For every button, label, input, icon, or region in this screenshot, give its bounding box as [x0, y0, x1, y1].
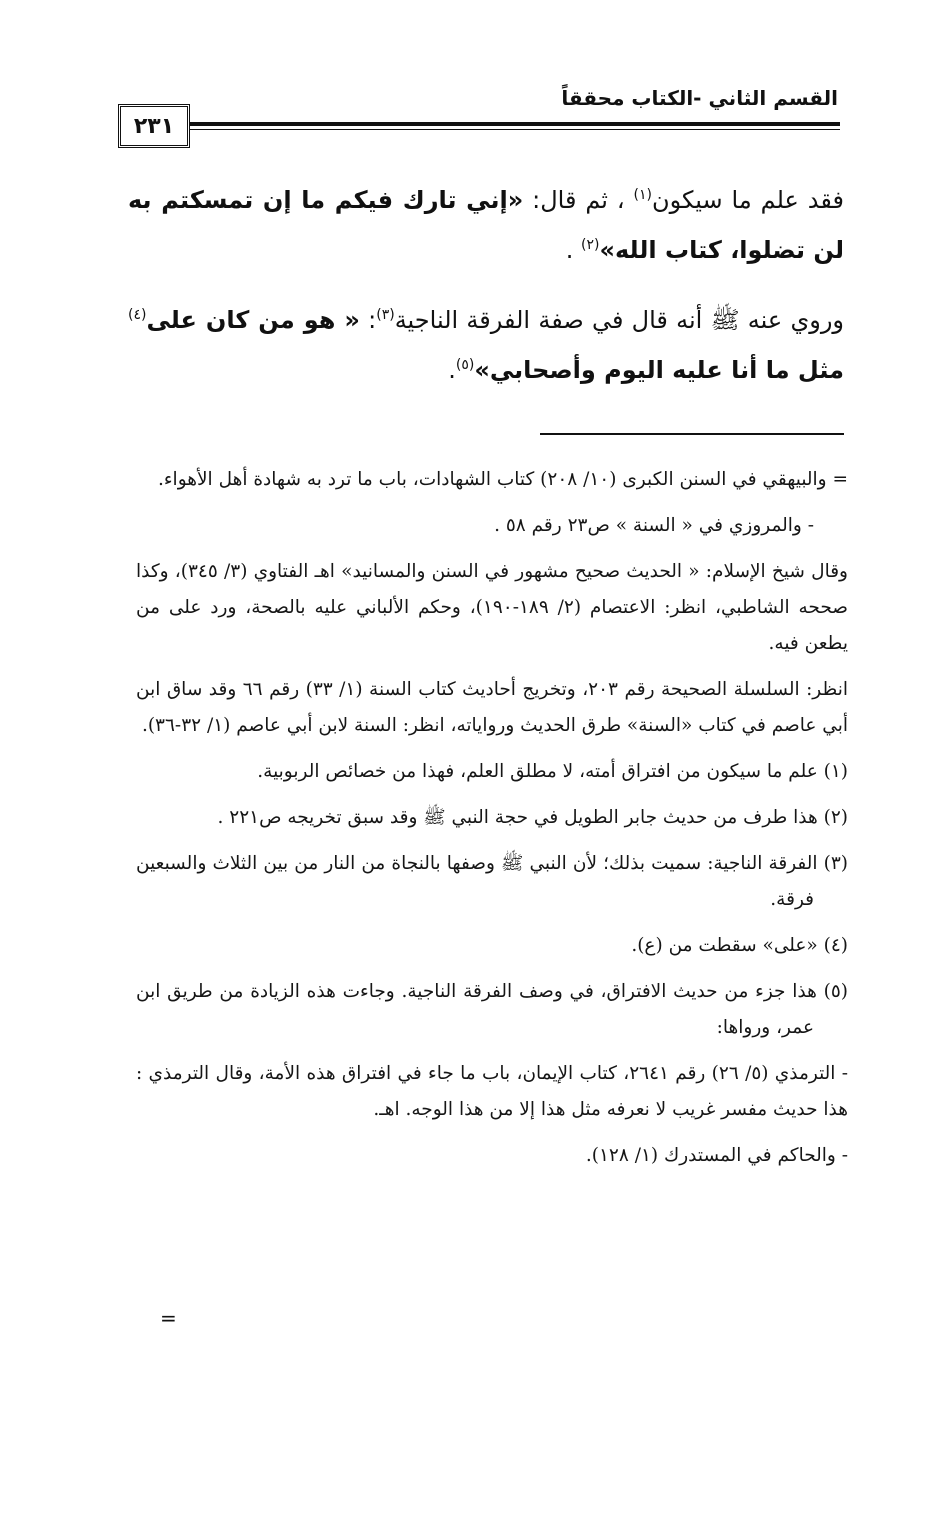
footnotes — [136, 462, 848, 1184]
footnote-2: (٢) هذا طرف من حديث جابر الطويل في حجة النبي ﷺ وقد سبق تخريجه ص٢٢١ . — [217, 807, 848, 828]
footnote-separator — [540, 433, 844, 435]
footnote-1: (١) علم ما سيكون من افتراق أمته، لا مطلق العلم، فهذا من خصائص الربوبية. — [257, 761, 848, 782]
header-rule-thin — [190, 129, 840, 130]
footnote-continuation: انظر: السلسلة الصحيحة رقم ٢٠٣، وتخريج أحاديث كتاب السنة (١/ ٣٣) رقم ٦٦ وقد ساق ابن أبي عاصم في كتاب «السنة» طرق الحديث ورواياته، انظر: السنة لابن أبي عاصم (١/ ٣٢-٣٦). — [136, 679, 848, 736]
text-run: . — [448, 356, 456, 384]
footnote-ref-2[interactable]: (٢) — [581, 237, 600, 253]
footnote-5-item: - والحاكم في المستدرك (١/ ١٢٨). — [585, 1145, 848, 1166]
hadith-quote: مثل ما أنا عليه اليوم وأصحابي» — [474, 356, 844, 384]
footnote-ref-3[interactable]: (٣) — [376, 307, 395, 323]
text-run: وروي عنه ﷺ أنه قال في صفة الفرقة الناجية — [394, 306, 845, 334]
running-header-title: القسم الثاني -الكتاب محققاً — [561, 86, 838, 110]
page-number: ٢٣١ — [118, 104, 190, 148]
footnote-ref-4[interactable]: (٤) — [128, 307, 147, 323]
text-run: . — [565, 236, 582, 264]
footnote-continuation: وقال شيخ الإسلام: « الحديث صحيح مشهور في السنن والمسانيد» اهـ الفتاوي (٣/ ٣٤٥)، وكذا صححه الشاطبي، انظر: الاعتصام (٢/ ١٨٩-١٩٠)، وحكم الألباني عليه بالصحة، ورد على من يطعن فيه. — [136, 561, 848, 654]
footnote-ref-1[interactable]: (١) — [633, 187, 653, 203]
footnote-ref-5[interactable]: (٥) — [455, 357, 475, 373]
main-paragraph-1 — [128, 175, 844, 275]
footnote-continuation: - والمروزي في « السنة » ص٢٣ رقم ٥٨ . — [494, 515, 814, 536]
footnote-4: (٤) «على» سقطت من (ع). — [631, 935, 848, 956]
footnote-5-item: - الترمذي (٥/ ٢٦) رقم ٢٦٤١، كتاب الإيمان، باب ما جاء في افتراق هذه الأمة، وقال الترمذي : هذا حديث مفسر غريب لا نعرفه مثل هذا إلا من هذا الوجه. اهـ. — [136, 1063, 848, 1120]
hadith-quote: « هو من كان على — [146, 306, 360, 334]
footnote-5: (٥) هذا جزء من حديث الافتراق، في وصف الفرقة الناجية. وجاءت هذه الزيادة من طريق ابن عمر، ورواها: — [136, 981, 848, 1038]
main-paragraph-2 — [128, 295, 844, 395]
text-run: : — [359, 306, 377, 334]
main-text — [128, 175, 844, 415]
continuation-mark: = — [160, 1306, 177, 1330]
header-rule — [190, 122, 840, 126]
text-run: ، ثم قال: — [523, 186, 634, 214]
hadith-quote: «إني تارك فيكم ما إن تمسكتم به لن تضلوا، كتاب الله» — [128, 186, 844, 264]
text-run: فقد علم ما سيكون — [652, 186, 844, 214]
footnote-continuation: = والبيهقي في السنن الكبرى (١٠/ ٢٠٨) كتاب الشهادات، باب ما ترد به شهادة أهل الأهواء. — [157, 469, 848, 490]
footnote-3: (٣) الفرقة الناجية: سميت بذلك؛ لأن النبي ﷺ وصفها بالنجاة من النار من بين الثلاث والسبعين فرقة. — [136, 853, 848, 910]
